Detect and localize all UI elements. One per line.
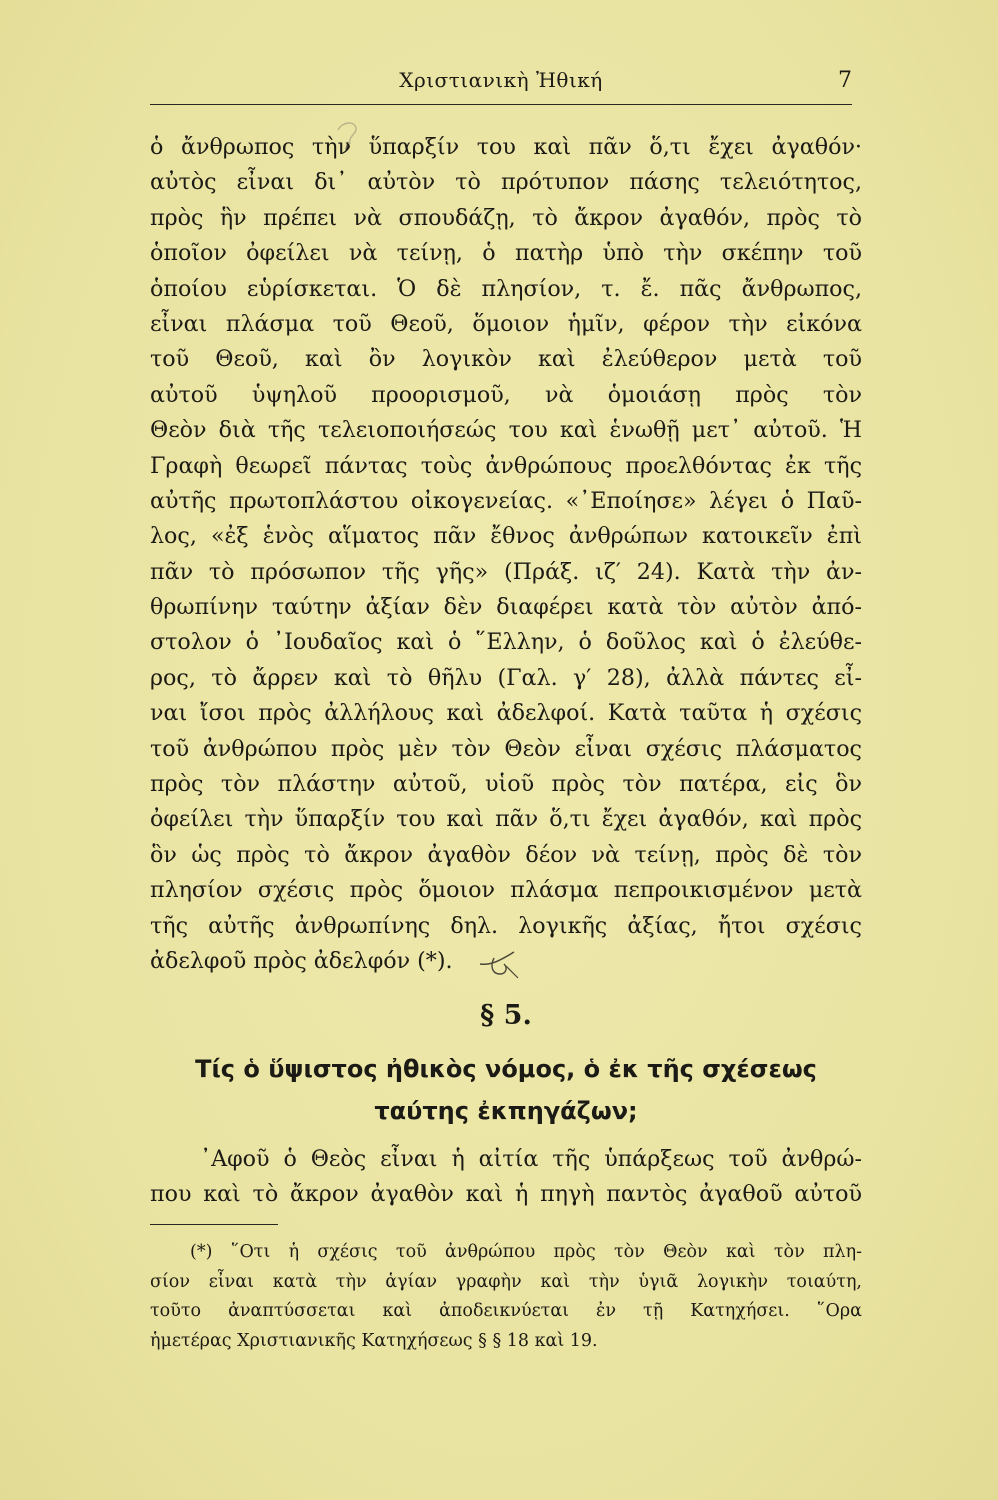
text-line: Γραφὴ θεωρεῖ πάντας τοὺς ἀνθρώπους προελθόντας ἐκ τῆς xyxy=(150,452,862,479)
section-body xyxy=(150,1142,862,1213)
text-line: αὐτῆς πρωτοπλάστου οἰκογενείας. «᾽Εποίησε» λέγει ὁ Παῦ- xyxy=(150,487,862,514)
header-rule xyxy=(150,104,852,105)
page-number: 7 xyxy=(838,68,852,93)
pencil-mark-icon xyxy=(478,944,522,984)
footnote-line: (*) ῞Οτι ἡ σχέσις τοῦ ἀνθρώπου πρὸς τὸν Θεὸν καὶ τὸν πλη- xyxy=(190,1242,862,1262)
section-heading-line: Τίς ὁ ὕψιστος ἠθικὸς νόμος, ὁ ἐκ τῆς σχέσεως xyxy=(195,1055,817,1083)
footnote xyxy=(150,1238,862,1356)
running-head xyxy=(150,68,852,102)
body-text xyxy=(150,130,862,979)
text-line: Θεὸν διὰ τῆς τελειοποιήσεώς του καὶ ἑνωθῇ μετ᾽ αὐτοῦ. Ἡ xyxy=(150,417,862,444)
text-line: ὁποῖον ὀφείλει νὰ τείνῃ, ὁ πατὴρ ὑπὸ τὴν σκέπην τοῦ xyxy=(150,240,862,267)
text-line: θρωπίνην ταύτην ἀξίαν δὲν διαφέρει κατὰ τὸν αὐτὸν ἀπό- xyxy=(150,594,862,621)
text-line: αὐτὸς εἶναι δι᾽ αὐτὸν τὸ πρότυπον πάσης τελειότητος, xyxy=(150,169,862,196)
text-line: αὐτοῦ ὑψηλοῦ προορισμοῦ, νὰ ὁμοιάσῃ πρὸς τὸν xyxy=(150,381,862,408)
text-line: ὃν ὡς πρὸς τὸ ἄκρον ἀγαθὸν δέον νὰ τείνῃ, πρὸς δὲ τὸν xyxy=(150,841,862,868)
footnote-line: τοῦτο ἀναπτύσσεται καὶ ἀποδεικνύεται ἐν τῇ Κατηχήσει. ῞Ορα xyxy=(150,1301,862,1321)
text-line: πᾶν τὸ πρόσωπον τῆς γῆς» (Πράξ. ιζ′ 24). Κατὰ τὴν ἀν- xyxy=(150,558,862,585)
footnote-line: σίον εἶναι κατὰ τὴν ἁγίαν γραφὴν καὶ τὴν ὑγιᾶ λογικὴν τοιαύτη, xyxy=(150,1271,862,1292)
footnote-rule xyxy=(150,1224,278,1225)
text-line: τοῦ ἀνθρώπου πρὸς μὲν τὸν Θεὸν εἶναι σχέσις πλάσματος xyxy=(150,735,862,762)
text-line: ᾽Αφοῦ ὁ Θεὸς εἶναι ἡ αἰτία τῆς ὑπάρξεως τοῦ ἀνθρώ- xyxy=(200,1146,862,1172)
text-line: πρὸς τὸν πλάστην αὐτοῦ, υἱοῦ πρὸς τὸν πατέρα, εἰς ὃν xyxy=(150,771,862,798)
text-line: ὀφείλει τὴν ὕπαρξίν του καὶ πᾶν ὅ,τι ἔχει ἀγαθόν, καὶ πρὸς xyxy=(150,806,862,833)
text-line: που καὶ τὸ ἄκρον ἀγαθὸν καὶ ἡ πηγὴ παντὸς ἀγαθοῦ αὐτοῦ xyxy=(150,1181,862,1208)
footnote-line: ἡμετέρας Χριστιανικῆς Κατηχήσεως § § 18 καὶ 19. xyxy=(150,1330,598,1351)
text-line: λος, «ἐξ ἑνὸς αἵματος πᾶν ἔθνος ἀνθρώπων κατοικεῖν ἐπὶ xyxy=(150,523,862,550)
section-heading xyxy=(150,1048,862,1132)
text-line: στολον ὁ ᾽Ιουδαῖος καὶ ὁ ῞Ελλην, ὁ δοῦλος καὶ ὁ ἐλεύθε- xyxy=(150,629,862,656)
text-line: ρος, τὸ ἄρρεν καὶ τὸ θῆλυ (Γαλ. γ′ 28), ἀλλὰ πάντες εἶ- xyxy=(150,664,862,691)
text-line: εἶναι πλάσμα τοῦ Θεοῦ, ὅμοιον ἡμῖν, φέρον τὴν εἰκόνα xyxy=(150,310,862,337)
text-line: πλησίον σχέσις πρὸς ὅμοιον πλάσμα πεπροικισμένον μετὰ xyxy=(150,877,862,904)
text-line: ὁ ἄνθρωπος τὴν ὕπαρξίν του καὶ πᾶν ὅ,τι ἔχει ἀγαθόν· xyxy=(150,134,862,160)
text-line: ὁποίου εὑρίσκεται. Ὁ δὲ πλησίον, τ. ἔ. πᾶς ἄνθρωπος, xyxy=(150,275,862,302)
text-line: πρὸς ἣν πρέπει νὰ σπουδάζῃ, τὸ ἄκρον ἀγαθόν, πρὸς τὸ xyxy=(150,204,862,231)
text-line: ναι ἴσοι πρὸς ἀλλήλους καὶ ἀδελφοί. Κατὰ ταῦτα ἡ σχέσις xyxy=(150,700,862,727)
text-line: τοῦ Θεοῦ, καὶ ὂν λογικὸν καὶ ἐλεύθερον μετὰ τοῦ xyxy=(150,346,862,373)
section-heading-line: ταύτης ἐκπηγάζων; xyxy=(374,1097,638,1125)
running-title: Χριστιανικὴ Ἠθική xyxy=(399,68,603,92)
text-line: ἀδελφοῦ πρὸς ἀδελφόν (*). xyxy=(150,947,453,974)
section-number: § 5. xyxy=(480,1000,532,1031)
text-line: τῆς αὐτῆς ἀνθρωπίνης δηλ. λογικῆς ἀξίας, ἤτοι σχέσις xyxy=(150,912,862,939)
